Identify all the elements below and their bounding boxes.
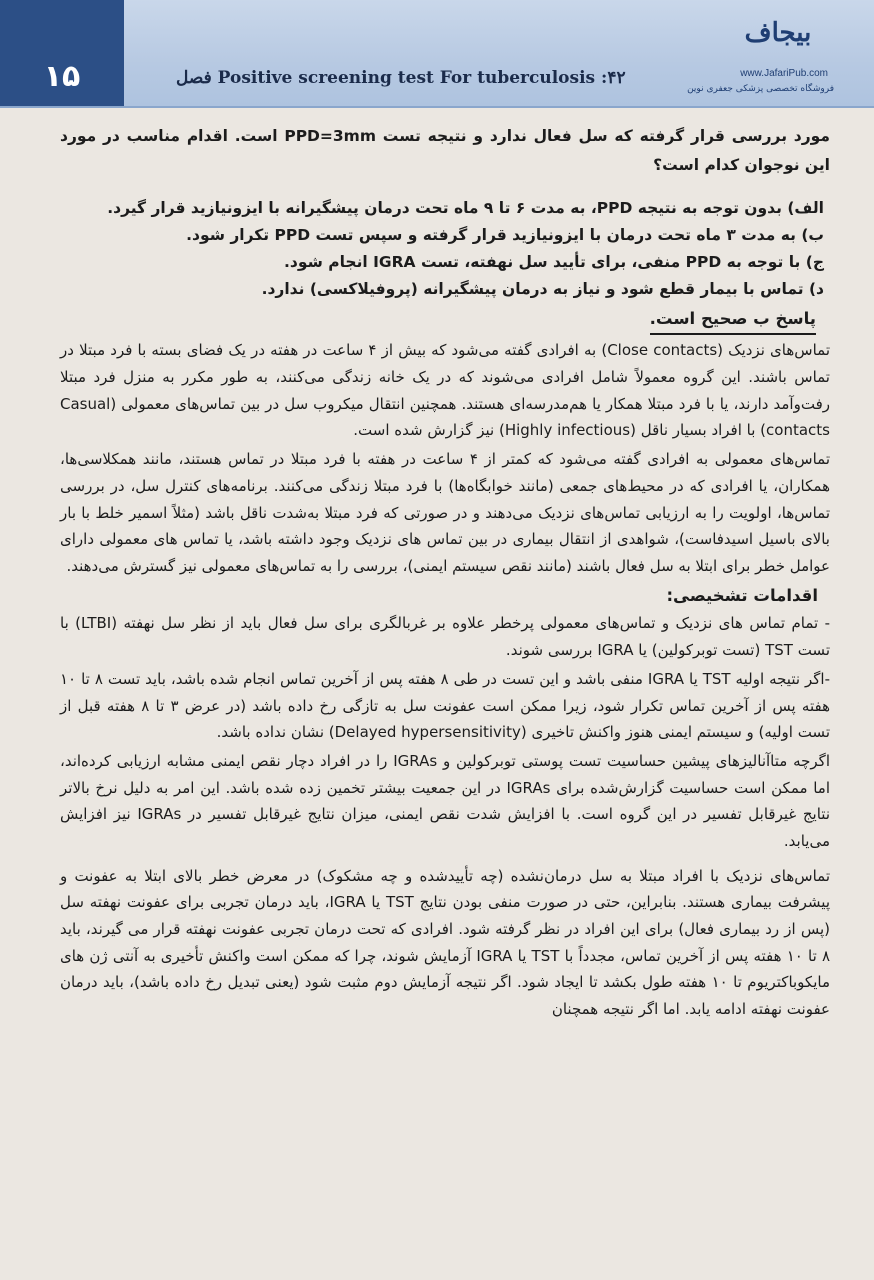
- publisher-url: www.JafariPub.com: [740, 68, 828, 79]
- option-d: د) تماس با بیمار قطع شود و نیاز به درمان پیشگیرانه (پروفیلاکسی) ندارد.: [261, 280, 824, 299]
- option-b: ب) به مدت ۳ ماه تحت درمان با ایزونیازید قرار گرفته و سپس تست PPD تکرار شود.: [186, 226, 824, 244]
- paragraph-meta-analysis: اگرچه متاآنالیزهای پیشین حساسیت تست پوستی توبرکولین و IGRAs را در افراد دچار نقص ایمنی مشابه ارزیابی کرده‌اند، اما ممکن است حساسیت گزارش‌شده برای IGRAs در این جمعیت بیشتر تخمین زده شده باشد. این امر به دلیل نرخ بالاتر نتایج غیرقابل تفسیر در این گروه است. با افزایش شدت نقص ایمنی، میزان نتایج غیرقابل تفسیر در IGRAs نیز افزایش می‌یابد.: [60, 751, 830, 850]
- paragraph-screening: - تمام تماس های نزدیک و تماس‌های معمولی پرخطر علاوه بر غربالگری برای سل فعال باید از نظر سل نهفته (LTBI) با تست TST (تست توبرکولین) یا IGRA بررسی شوند.: [60, 614, 830, 660]
- paragraph-casual-contacts: تماس‌های معمولی به افرادی گفته می‌شود که کمتر از ۴ ساعت در هفته با فرد مبتلا در تماس هستند، مانند همکلاسی‌ها، همکاران، یا افرادی که در محیط‌های جمعی (مانند خوابگاه‌ها) با فرد مبتلا زندگی می‌کنند. برنامه‌های کنترل سل، در بررسی تماس‌ها، اولویت را به ارزیابی تماس‌های نزدیک می‌دهند و در صورتی که فرد مبتلا به‌شدت ناقل باشد (مثلاً اسمیر خلط با بار بالای باسیل اسیدفاست)، شواهدی از انتقال بیماری در بین تماس های نزدیک وجود داشته باشد، یا تماس های معمولی دارای عوامل خطر برای ابتلا به سل فعال باشند (مانند نقص سیستم ایمنی)، بررسی را به تماس‌های معمولی نیز گسترش می‌دهند.: [60, 450, 831, 575]
- paragraph-close-contacts: تماس‌های نزدیک (Close contacts) به افرادی گفته می‌شود که بیش از ۴ ساعت در هفته در یک فضای بسته با فرد مبتلا در تماس باشند. این گروه معمولاً شامل افرادی می‌شوند که در یک خانه زندگی می‌کنند، به طور مکرر به منزل فرد مبتلا رفت‌وآمد دارند، یا با فرد مبتلا همکار یا هم‌مدرسه‌ای هستند. همچنین انتقال میکروب سل در بین تماس‌های معمولی (Casual contacts) با افراد بسیار ناقل (Highly infectious) نیز گزارش شده است.: [60, 341, 831, 440]
- paragraph-empiric-treatment: تماس‌های نزدیک با افراد مبتلا به سل درمان‌نشده (چه تأییدشده و چه مشکوک) در معرض خطر بالای ابتلا به عفونت و پیشرفت بیماری هستند. بنابراین، حتی در صورت منفی بودن نتایج TST یا IGRA، باید درمان تجربی برای عفونت نهفته سل (پس از رد بیماری فعال) برای این افراد در نظر گرفته شود. افرادی که تحت درمان تجربی عفونت نهفته قرار می گیرند، باید ۸ تا ۱۰ هفته پس از آخرین تماس، مجدداً با TST یا IGRA آزمایش شوند، چرا که ممکن است واکنش تأخیری به آنتی ژن های مایکوباکتریوم تا ۱۰ هفته طول بکشد تا ایجاد شود. اگر نتیجه آزمایش دوم مثبت شود (یعنی تبدیل رخ داده باشد)، باید درمان عفونت نهفته ادامه یابد. اما اگر نتیجه همچنان: [60, 866, 830, 1019]
- page-content: [60, 118, 830, 1025]
- question-text: مورد بررسی قرار گرفته که سل فعال ندارد و نتیجه تست PPD=3mm است. اقدام مناسب در مورد این نوجوان کدام است؟: [60, 127, 830, 175]
- answer-options: [60, 195, 824, 304]
- page-number-box: [0, 0, 124, 106]
- option-a: الف) بدون توجه به نتیجه PPD، به مدت ۶ تا ۹ ماه تحت درمان پیشگیرانه با ایزونیازید قرار گیرد.: [107, 198, 824, 217]
- publisher-logo: بیجاف: [744, 18, 812, 48]
- answer-label: پاسخ ب صحیح است.: [650, 305, 816, 335]
- publisher-tagline: فروشگاه تخصصی پزشکی جعفری نوین: [687, 84, 834, 94]
- section-title-diagnostics: اقدامات تشخیصی:: [666, 585, 818, 605]
- option-c: ج) با توجه به PPD منفی، برای تأیید سل نهفته، تست IGRA انجام شود.: [284, 253, 824, 272]
- page-header: [0, 0, 874, 108]
- page-number: ۱۵: [43, 59, 81, 94]
- paragraph-repeat-test: -اگر نتیجه اولیه TST یا IGRA منفی باشد و این تست در طی ۸ هفته پس از آخرین تماس انجام شده باشد، باید تست ۸ تا ۱۰ هفته پس از آخرین تماس تکرار شود، زیرا ممکن است عفونت سل به تازگی رخ داده باشد (در عرض ۳ تا ۸ هفته قبل از تست اولیه) و سیستم ایمنی هنوز واکنش تاخیری (Delayed hypersensitivity) نشان نداده باشد.: [60, 669, 830, 742]
- chapter-title: Positive screening test For tuberculosis :۴۲ فصل: [176, 68, 626, 88]
